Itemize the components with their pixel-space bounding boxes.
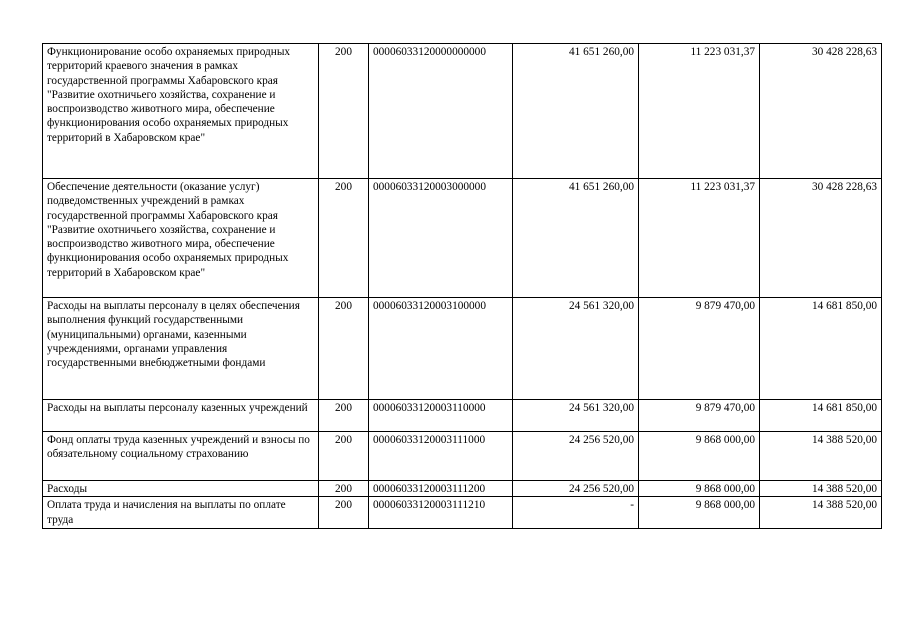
row-approved: 41 651 260,00 (513, 44, 639, 179)
table-row (43, 497, 882, 529)
row-remainder: 30 428 228,63 (760, 179, 882, 298)
row-line-code: 200 (319, 44, 369, 179)
row-budget-code: 00006033120000000000 (369, 44, 513, 179)
row-name: Оплата труда и начисления на выплаты по оплате труда (43, 497, 319, 529)
row-remainder: 30 428 228,63 (760, 44, 882, 179)
row-line-code: 200 (319, 481, 369, 497)
row-budget-code: 00006033120003000000 (369, 179, 513, 298)
row-executed: 9 868 000,00 (639, 481, 760, 497)
row-approved: 24 256 520,00 (513, 432, 639, 481)
table-row (43, 432, 882, 481)
row-budget-code: 00006033120003100000 (369, 298, 513, 400)
row-name: Расходы (43, 481, 319, 497)
row-remainder: 14 388 520,00 (760, 432, 882, 481)
row-approved: 24 561 320,00 (513, 298, 639, 400)
row-name: Расходы на выплаты персоналу казенных учреждений (43, 400, 319, 432)
row-approved: 41 651 260,00 (513, 179, 639, 298)
row-line-code: 200 (319, 400, 369, 432)
row-budget-code: 00006033120003111200 (369, 481, 513, 497)
row-executed: 9 879 470,00 (639, 400, 760, 432)
row-budget-code: 00006033120003111210 (369, 497, 513, 529)
table-row (43, 44, 882, 179)
row-name: Обеспечение деятельности (оказание услуг) подведомственных учреждений в рамках государственной программы Хабаровского края "Развитие охотничьего хозяйства, сохранение и воспроизводство животного мира, обеспечение функционирования особо охраняемых природных территорий в Хабаровском крае" (43, 179, 319, 298)
row-executed: 9 868 000,00 (639, 497, 760, 529)
row-executed: 9 868 000,00 (639, 432, 760, 481)
budget-table (42, 43, 882, 529)
row-approved: - (513, 497, 639, 529)
table-row (43, 400, 882, 432)
row-line-code: 200 (319, 298, 369, 400)
row-executed: 11 223 031,37 (639, 44, 760, 179)
row-executed: 9 879 470,00 (639, 298, 760, 400)
table-row (43, 481, 882, 497)
row-name: Функционирование особо охраняемых природных территорий краевого значения в рамках государственной программы Хабаровского края "Развитие охотничьего хозяйства, сохранение и воспроизводство животного мира, обеспечение функционирования особо охраняемых природных территорий в Хабаровском крае" (43, 44, 319, 179)
row-line-code: 200 (319, 432, 369, 481)
row-approved: 24 561 320,00 (513, 400, 639, 432)
row-name: Фонд оплаты труда казенных учреждений и взносы по обязательному социальному страхованию (43, 432, 319, 481)
row-name: Расходы на выплаты персоналу в целях обеспечения выполнения функций государственными (муниципальными) органами, казенными учреждениями, органами управления государственными внебюджетными фондами (43, 298, 319, 400)
row-remainder: 14 681 850,00 (760, 400, 882, 432)
table-row (43, 179, 882, 298)
table-row (43, 298, 882, 400)
row-remainder: 14 388 520,00 (760, 481, 882, 497)
row-line-code: 200 (319, 497, 369, 529)
row-remainder: 14 681 850,00 (760, 298, 882, 400)
row-line-code: 200 (319, 179, 369, 298)
row-budget-code: 00006033120003110000 (369, 400, 513, 432)
row-budget-code: 00006033120003111000 (369, 432, 513, 481)
row-executed: 11 223 031,37 (639, 179, 760, 298)
row-approved: 24 256 520,00 (513, 481, 639, 497)
row-remainder: 14 388 520,00 (760, 497, 882, 529)
